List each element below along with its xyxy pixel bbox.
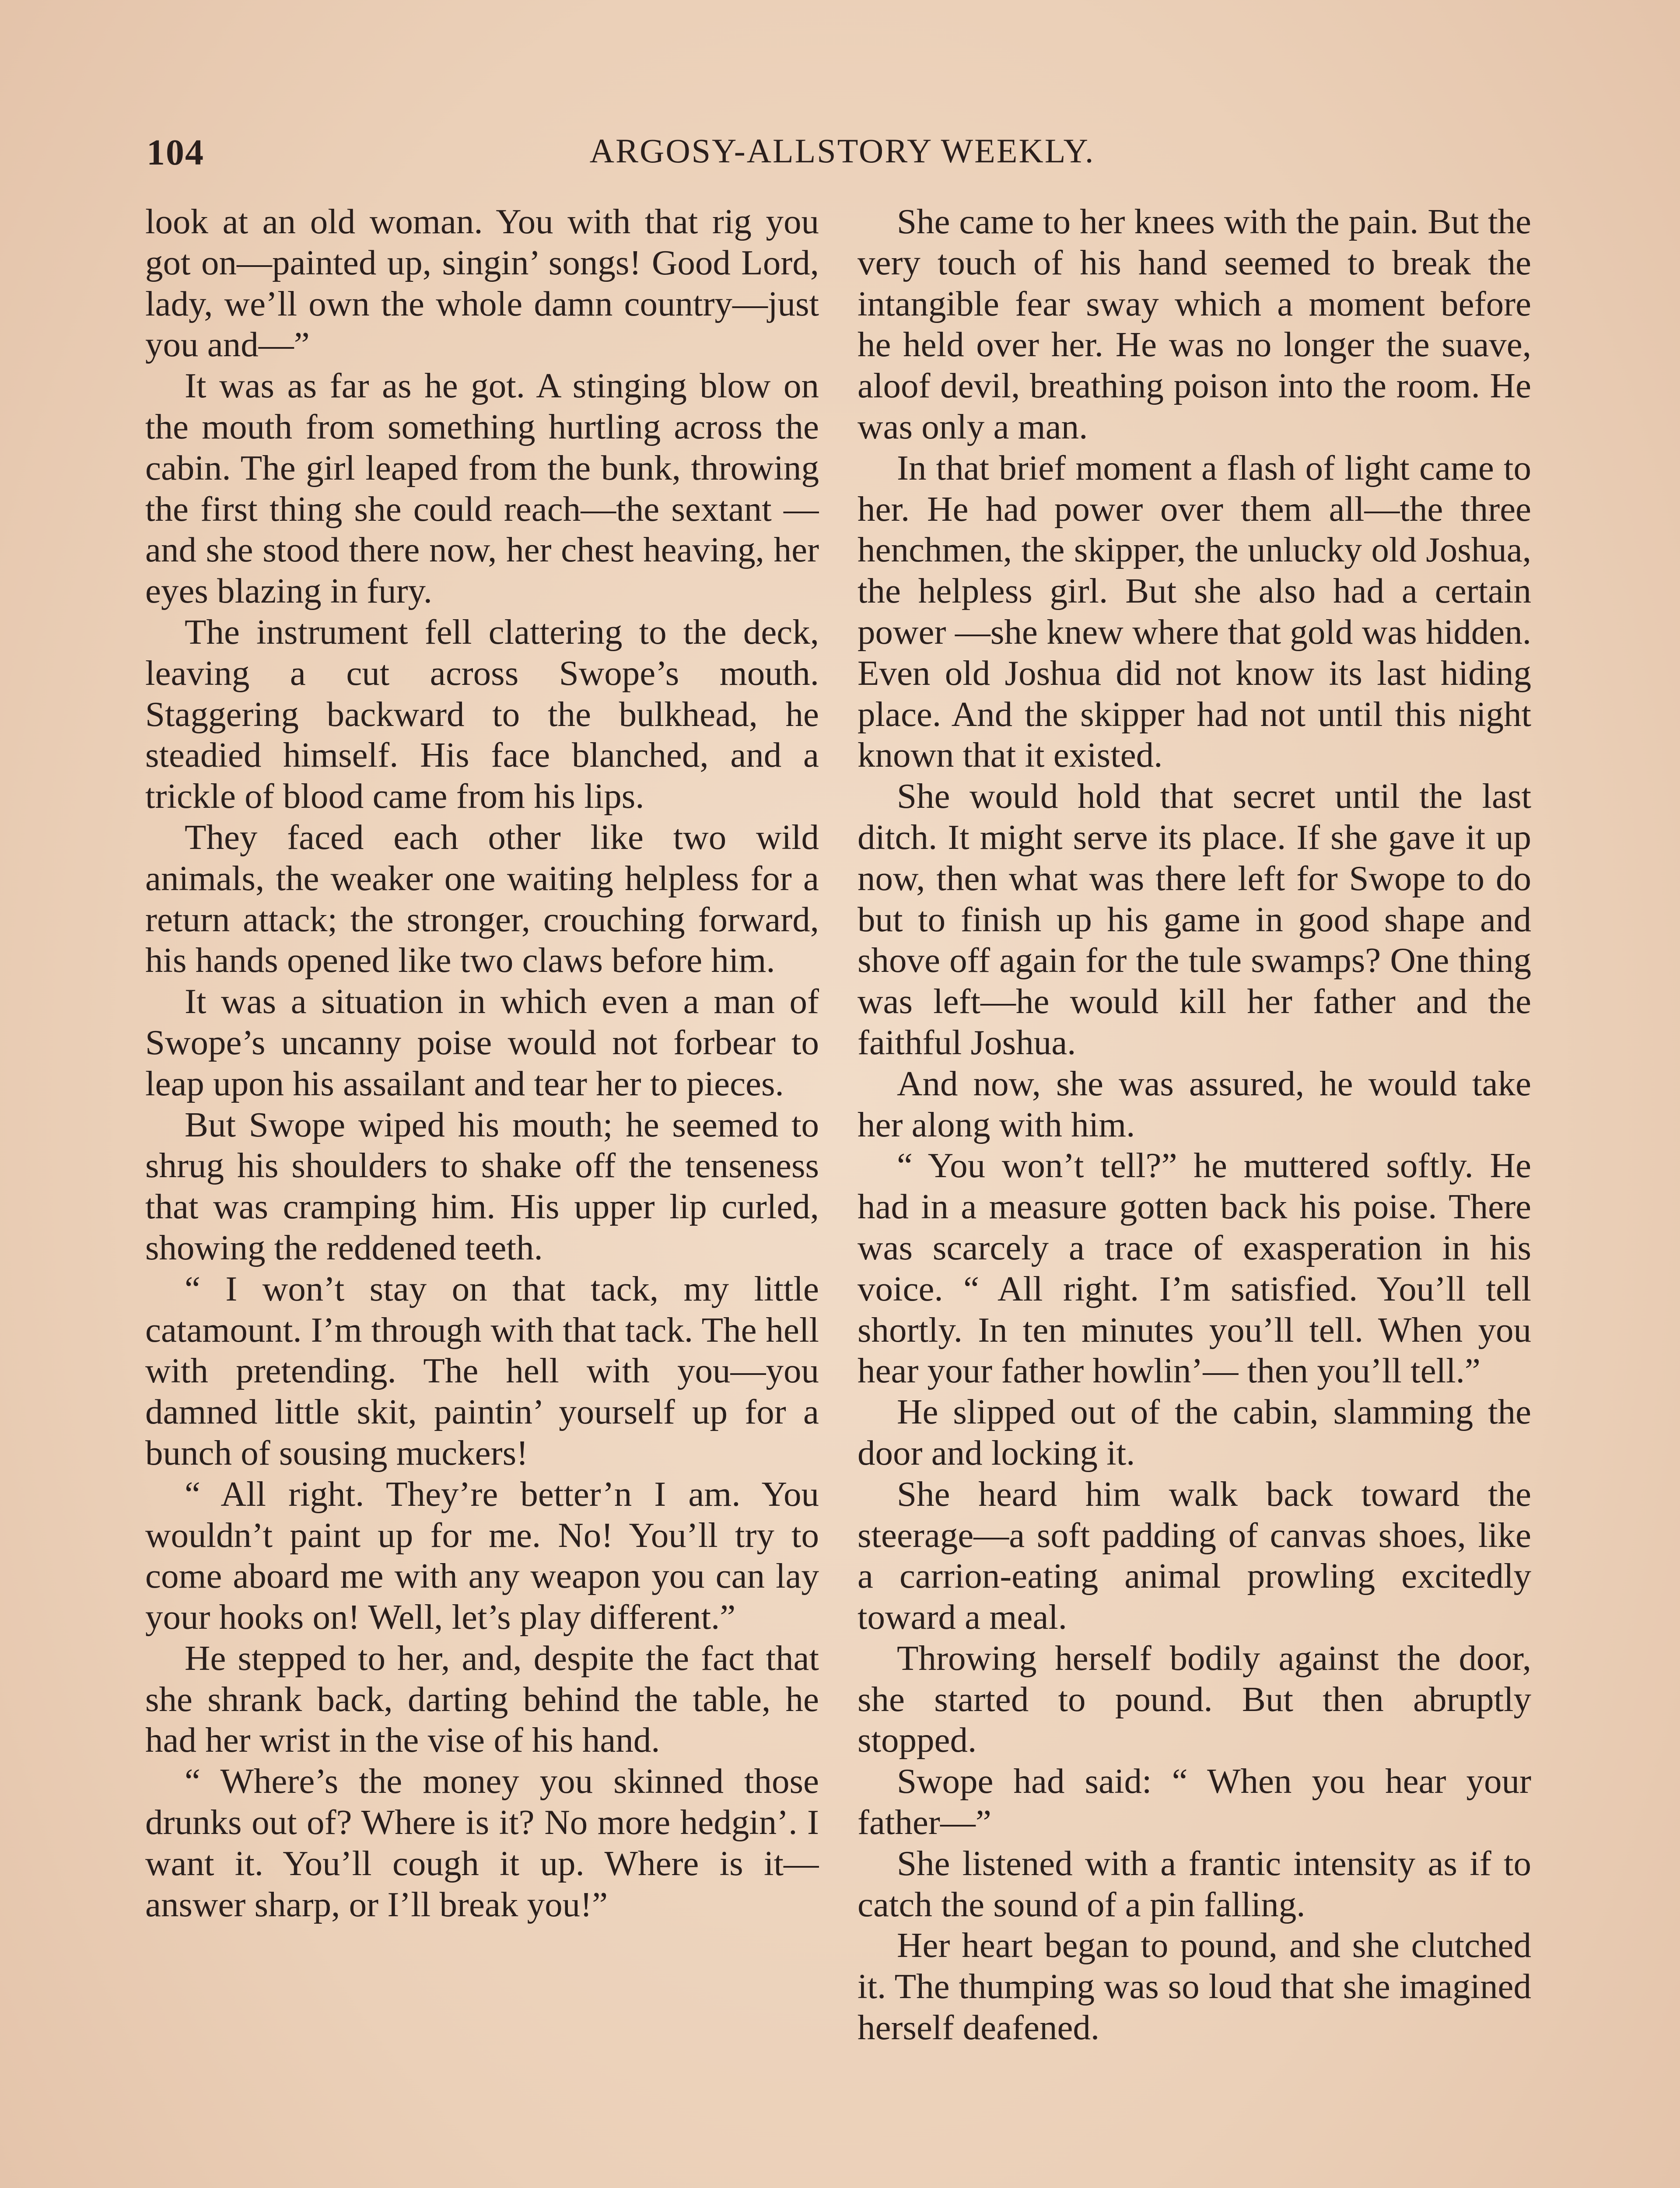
- paragraph: Throwing herself bodily against the door, she started to pound. But then abruptly stopped.: [858, 1638, 1531, 1760]
- right-column: [858, 201, 1531, 2188]
- paragraph: “ I won’t stay on that tack, my little catamount. I’m through with that tack. The hell with pretending. The hell with you—you damned little skit, paintin’ yourself up for a bunch of sousing muckers!: [145, 1269, 819, 1473]
- paragraph: The instrument fell clattering to the deck, leaving a cut across Swope’s mouth. Staggering backward to the bulkhead, he steadied himself. His face blanched, and a trickle of blood came from his lips.: [145, 612, 819, 816]
- paragraph: “ Where’s the money you skinned those drunks out of? Where is it? No more hedgin’. I want it. You’ll cough it up. Where is it—answer sharp, or I’ll break you!”: [145, 1761, 819, 1924]
- running-head: ARGOSY-ALLSTORY WEEKLY.: [589, 132, 1095, 170]
- paragraph: She heard him walk back toward the steerage—a soft padding of canvas shoes, like a carrion-eating animal prowling excitedly toward a meal.: [858, 1474, 1531, 1637]
- paragraph: It was as far as he got. A stinging blow on the mouth from something hurtling across the cabin. The girl leaped from the bunk, throwing the first thing she could reach—the sextant —and she stood there now, her chest heaving, her eyes blazing in fury.: [145, 366, 819, 611]
- paragraph: “ You won’t tell?” he muttered softly. He had in a measure gotten back his poise. There was scarcely a trace of exasperation in his voice. “ All right. I’m satisfied. You’ll tell shortly. In ten minutes you’ll tell. When you hear your father howlin’— then you’ll tell.”: [858, 1146, 1531, 1391]
- paragraph: But Swope wiped his mouth; he seemed to shrug his shoulders to shake off the tenseness that was cramping him. His upper lip curled, showing the reddened teeth.: [145, 1105, 819, 1267]
- page-number: 104: [147, 132, 204, 173]
- paragraph: look at an old woman. You with that rig you got on—painted up, singin’ songs! Good Lord, lady, we’ll own the whole damn country—just you and—”: [145, 202, 819, 365]
- paragraph: They faced each other like two wild animals, the weaker one waiting helpless for a return attack; the stronger, crouching forward, his hands opened like two claws before him.: [145, 817, 819, 980]
- paragraph: Swope had said: “ When you hear your father—”: [858, 1761, 1531, 1842]
- paragraph: Her heart began to pound, and she clutched it. The thumping was so loud that she imagined herself deafened.: [858, 1925, 1531, 2048]
- paragraph: She listened with a frantic intensity as if to catch the sound of a pin falling.: [858, 1843, 1531, 1924]
- paragraph: He slipped out of the cabin, slamming the door and locking it.: [858, 1392, 1531, 1473]
- page-header: [147, 131, 1538, 179]
- paragraph: She would hold that secret until the last ditch. It might serve its place. If she gave it up now, then what was there left for Swope to do but to finish up his game in good shape and shove off again for the tule swamps? One thing was left—he would kill her father and the faithful Joshua.: [858, 776, 1531, 1062]
- paragraph: “ All right. They’re better’n I am. You wouldn’t paint up for me. No! You’ll try to come aboard me with any weapon you can lay your hooks on! Well, let’s play different.”: [145, 1474, 819, 1637]
- paragraph: It was a situation in which even a man of Swope’s uncanny poise would not forbear to leap upon his assailant and tear her to pieces.: [145, 982, 819, 1103]
- paragraph: She came to her knees with the pain. But the very touch of his hand seemed to break the intangible fear sway which a moment before he held over her. He was no longer the suave, aloof devil, breathing poison into the room. He was only a man.: [858, 202, 1531, 446]
- paragraph: He stepped to her, and, despite the fact that she shrank back, darting behind the table, he had her wrist in the vise of his hand.: [145, 1638, 819, 1760]
- left-column: [145, 201, 819, 2188]
- paragraph: And now, she was assured, he would take her along with him.: [858, 1063, 1531, 1144]
- paragraph: In that brief moment a flash of light came to her. He had power over them all—the three henchmen, the skipper, the unlucky old Joshua, the helpless girl. But she also had a certain power —she knew where that gold was hidden. Even old Joshua did not know its last hiding place. And the skipper had not until this night known that it existed.: [858, 448, 1531, 775]
